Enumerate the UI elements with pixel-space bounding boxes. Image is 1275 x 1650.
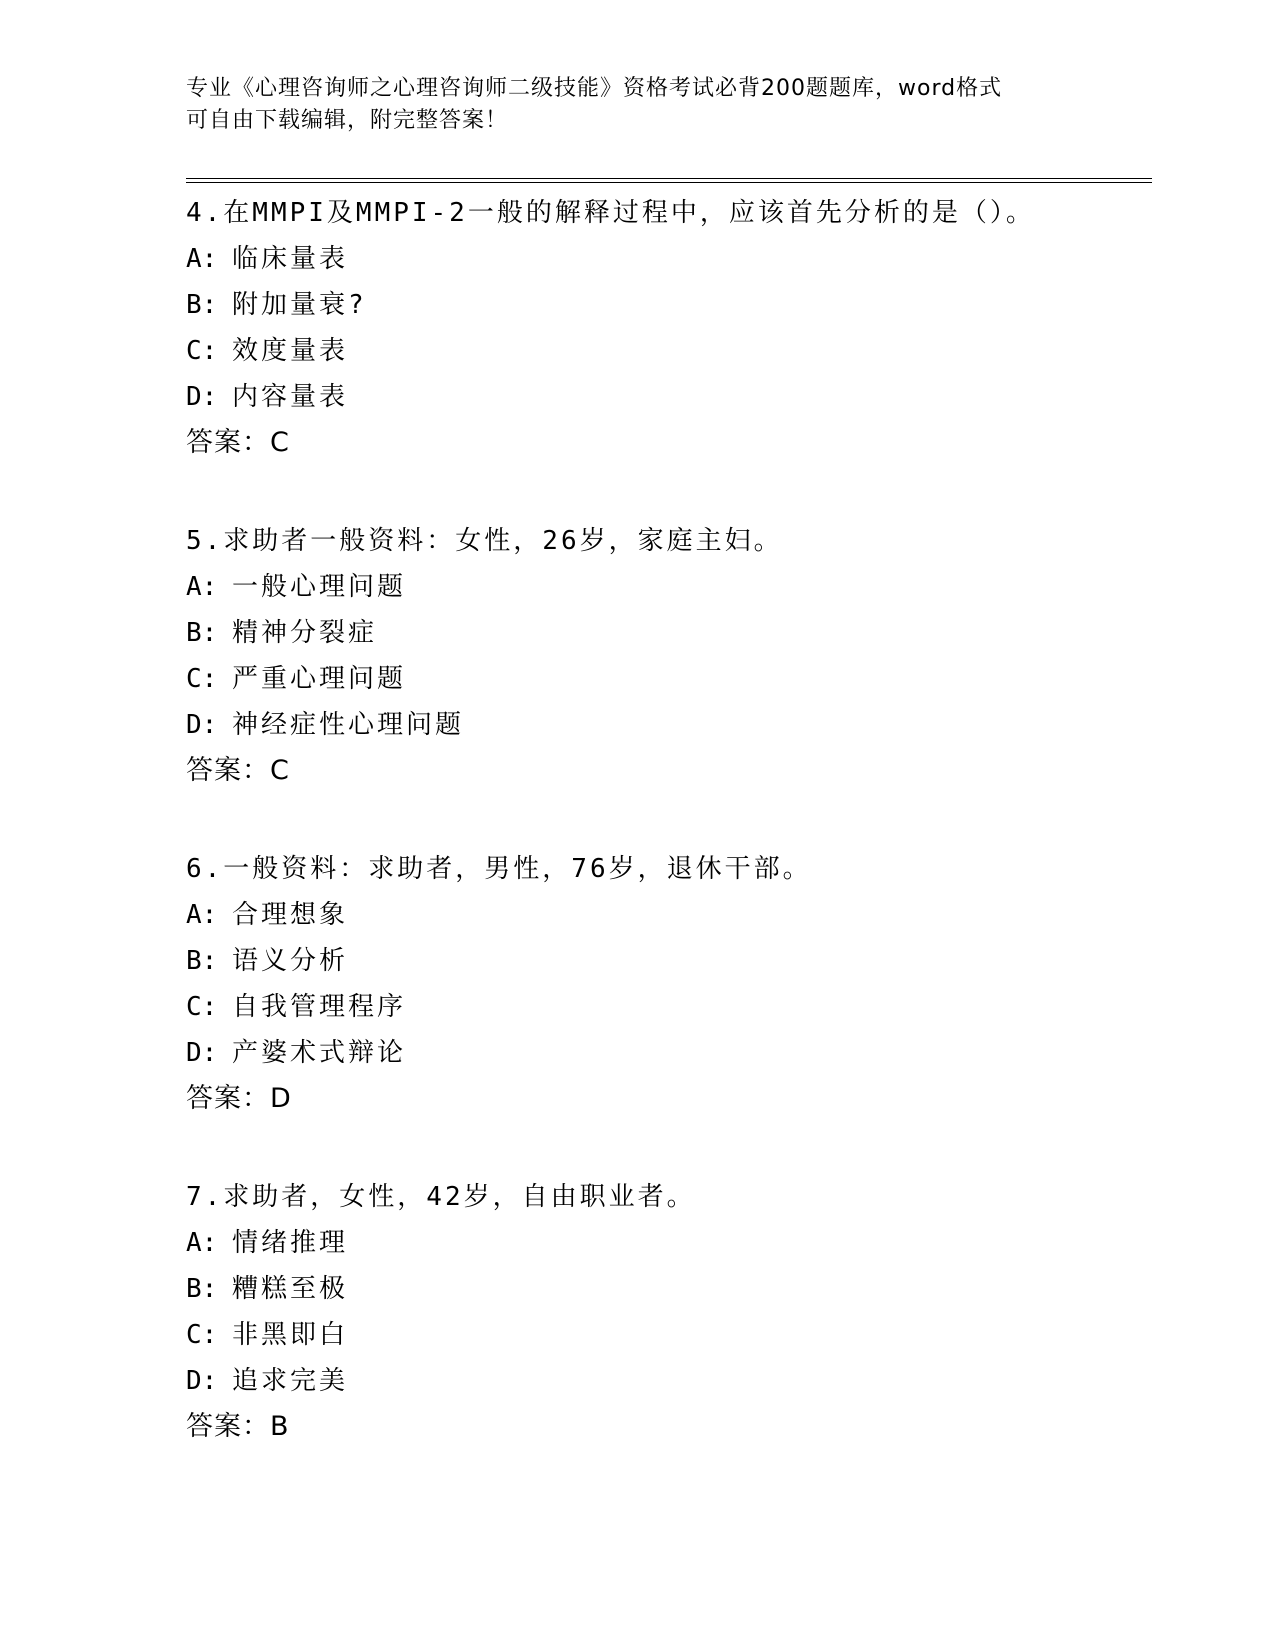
option-letter: C:: [186, 336, 218, 366]
option-letter: B:: [186, 946, 218, 976]
option-a: [186, 236, 1146, 282]
option-letter: B:: [186, 1274, 218, 1304]
question-text: 5.求助者一般资料：女性，26岁，家庭主妇。: [186, 526, 783, 556]
option-c: [186, 328, 1146, 374]
option-letter: C:: [186, 664, 218, 694]
option-a: [186, 1220, 1146, 1266]
option-b: [186, 1266, 1146, 1312]
answer: 答案：C: [186, 755, 290, 786]
option-a: [186, 892, 1146, 938]
option-text: 自我管理程序: [232, 992, 407, 1022]
option-text: 合理想象: [232, 900, 349, 930]
option-text: 糟糕至极: [232, 1274, 349, 1304]
question-text: 7.求助者，女性，42岁，自由职业者。: [186, 1182, 696, 1212]
option-text: 非黑即白: [232, 1320, 349, 1350]
option-letter: D:: [186, 1038, 218, 1068]
option-letter: B:: [186, 290, 218, 320]
option-letter: A:: [186, 900, 218, 930]
question-4: [186, 190, 1146, 466]
question-list: [186, 190, 1146, 1502]
option-text: 内容量表: [232, 382, 349, 412]
question-5: [186, 518, 1146, 794]
document-header: [186, 73, 1086, 137]
option-letter: D:: [186, 382, 218, 412]
option-text: 产婆术式辩论: [232, 1038, 407, 1068]
answer: 答案：C: [186, 427, 290, 458]
option-letter: C:: [186, 992, 218, 1022]
question-text: 4.在MMPI及MMPI-2一般的解释过程中，应该首先分析的是（）。: [186, 198, 1035, 228]
option-letter: A:: [186, 1228, 218, 1258]
option-d: [186, 1358, 1146, 1404]
option-text: 效度量表: [232, 336, 349, 366]
option-text: 语义分析: [232, 946, 349, 976]
option-text: 精神分裂症: [232, 618, 378, 648]
option-text: 神经症性心理问题: [232, 710, 465, 740]
option-c: [186, 1312, 1146, 1358]
question-text: 6.一般资料：求助者，男性，76岁，退休干部。: [186, 854, 812, 884]
header-divider-top: [186, 178, 1152, 179]
header-line-1: 专业《心理咨询师之心理咨询师二级技能》资格考试必背200题题库，word格式: [186, 76, 1003, 101]
header-line-2: 可自由下载编辑，附完整答案！: [186, 108, 509, 133]
option-a: [186, 564, 1146, 610]
option-d: [186, 374, 1146, 420]
option-letter: A:: [186, 572, 218, 602]
option-c: [186, 656, 1146, 702]
option-b: [186, 282, 1146, 328]
option-text: 一般心理问题: [232, 572, 407, 602]
option-d: [186, 702, 1146, 748]
question-6: [186, 846, 1146, 1122]
answer: 答案：B: [186, 1411, 290, 1442]
option-letter: D:: [186, 710, 218, 740]
answer: 答案：D: [186, 1083, 292, 1114]
option-letter: D:: [186, 1366, 218, 1396]
option-b: [186, 610, 1146, 656]
option-letter: B:: [186, 618, 218, 648]
option-letter: C:: [186, 1320, 218, 1350]
option-text: 追求完美: [232, 1366, 349, 1396]
option-b: [186, 938, 1146, 984]
option-letter: A:: [186, 244, 218, 274]
header-divider-bottom: [186, 182, 1152, 183]
option-c: [186, 984, 1146, 1030]
option-text: 严重心理问题: [232, 664, 407, 694]
question-7: [186, 1174, 1146, 1450]
option-d: [186, 1030, 1146, 1076]
option-text: 附加量衰?: [232, 290, 367, 320]
option-text: 临床量表: [232, 244, 349, 274]
option-text: 情绪推理: [232, 1228, 349, 1258]
